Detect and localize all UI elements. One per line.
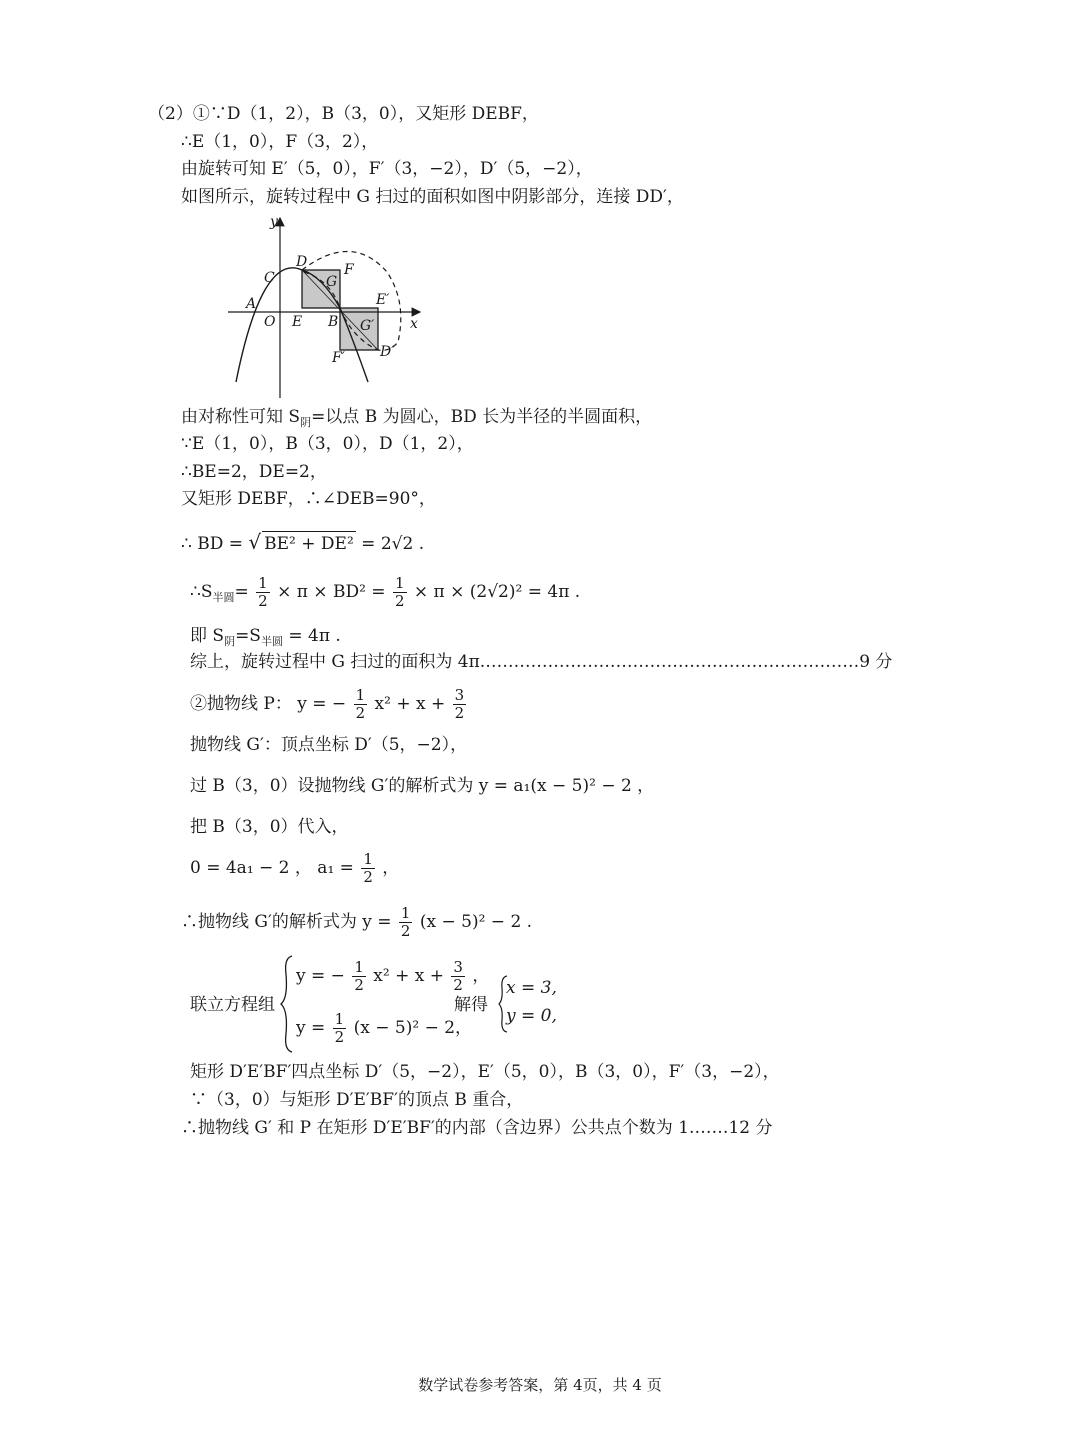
label-o: O [264, 314, 276, 330]
label-g-prime: G′ [360, 318, 375, 334]
label-x: x [410, 316, 418, 332]
label-a: A [246, 296, 257, 312]
label-g: G [326, 274, 338, 290]
frac-half-1: $\frac{1}{2}$ [258, 574, 268, 610]
line-e-f-coords: ∴E（1，0），F（3，2）， [181, 132, 379, 152]
label-d-prime: D′ [380, 344, 395, 360]
line-figure-intro: 如图所示，旋转过程中 G 扫过的面积如图中阴影部分，连接 DD′， [181, 187, 684, 207]
equation-system [180, 952, 620, 1062]
frac-half-2: $\frac{1}{2}$ [394, 574, 405, 610]
line-parabola-p: ②抛物线 P： y = − $\frac{1}{2}$ x² + x + $\frac{3}{2}$ [190, 686, 465, 722]
label-d: D [296, 254, 308, 270]
left-brace [280, 954, 294, 1054]
line-summary-score: 综上，旋转过程中 G 扫过的面积为 4π.…………………………………………………………9 分 [190, 652, 893, 672]
rotation-figure [222, 212, 432, 402]
line-ebd-coords: ∵E（1，0），B（3，0），D（1，2）， [181, 434, 474, 454]
line-symmetry: 由对称性可知 $S_阴=$以点 B 为圆心，BD 长为半径的半圆面积， [181, 407, 653, 429]
frac-half-4: $\frac{1}{2}$ [363, 850, 373, 886]
line-given-points: （2）①∵D（1，2），B（3，0），又矩形 DEBF， [148, 104, 539, 124]
label-e: E [292, 314, 303, 330]
line-rect-coords: 矩形 D′E′BF′四点坐标 D′（5，−2），E′（5，0），B（3，0），F′（3，−2）， [190, 1062, 780, 1082]
system-eq2: y = $\frac{1}{2}$ (x − 5)² − 2， [296, 1010, 473, 1046]
frac-half-5: $\frac{1}{2}$ [400, 904, 411, 940]
solution-label: 解得 [454, 995, 488, 1015]
system-label: 联立方程组 [190, 995, 275, 1015]
line-be-de: ∴BE=2，DE=2， [181, 462, 327, 482]
frac-three-half-1: $\frac{3}{2}$ [454, 686, 465, 722]
line-conclusion-score: ∴抛物线 G′ 和 P 在矩形 D′E′BF′的内部（含边界）公共点个数为 1.……12 分 [181, 1118, 773, 1138]
line-rotation-coords: 由旋转可知 E′（5，0），F′（3，−2），D′（5，−2）， [181, 159, 593, 179]
label-c: C [264, 270, 275, 286]
line-vertex-b: ∵（3，0）与矩形 D′E′BF′的顶点 B 重合， [190, 1090, 524, 1110]
line-g-form: 过 B（3，0）设抛物线 G′的解析式为 y = a₁(x − 5)² − 2 ， [190, 776, 655, 796]
solution-y: y = 0, [506, 1006, 557, 1026]
solution-x: x = 3, [506, 978, 557, 998]
label-f-prime: F′ [332, 350, 345, 366]
line-solve-a1: 0 = 4a₁ − 2 ， a₁ = $\frac{1}{2}$ ， [190, 850, 400, 886]
frac-half-3: $\frac{1}{2}$ [355, 686, 366, 722]
line-shaded-equals: 即 $S_阴=S_{半圆} = 4\pi$ . [190, 626, 341, 648]
line-bd-length: ∴ BD = √ BE² + DE² = 2√2 . [181, 530, 425, 554]
label-e-prime: E′ [376, 292, 390, 308]
page-footer: 数学试卷参考答案，第 4页，共 4 页 [418, 1376, 662, 1394]
line-g-vertex: 抛物线 G′：顶点坐标 D′（5，−2）， [190, 735, 468, 755]
label-b: B [328, 314, 339, 330]
line-g-equation: ∴抛物线 G′的解析式为 y = $\frac{1}{2}$ (x − 5)² − 2 . [181, 904, 533, 940]
system-eq1: y = − $\frac{1}{2}$ x² + x + $\frac{3}{2}$ ， [296, 958, 490, 994]
label-f: F [344, 262, 354, 278]
line-right-angle: 又矩形 DEBF，∴∠DEB=90°， [181, 489, 436, 509]
line-semicircle-area: $\therefore S_{半圆}=$ $\frac{1}{2}$ × π × BD² = $\frac{1}{2}$ × π × (2√2)² = 4π . [190, 574, 581, 610]
label-y: y [270, 214, 278, 230]
line-substitute: 把 B（3，0）代入， [190, 817, 349, 837]
